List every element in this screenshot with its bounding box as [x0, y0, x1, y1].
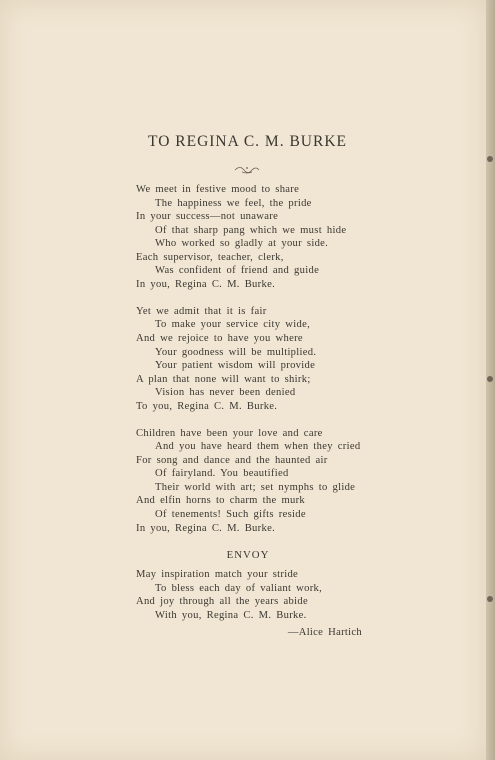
decorative-flourish-icon	[233, 163, 261, 175]
poem-line: Yet we admit that it is fair	[136, 305, 267, 317]
poem-line: We meet in festive mood to share	[136, 184, 300, 195]
poem-line: And joy through all the years abide	[136, 596, 308, 608]
poem-line: To bless each day of valiant work,	[155, 582, 323, 594]
poem-line: Their world with art; set nymphs to glide	[155, 481, 356, 493]
poem-line: To make your service city wide,	[155, 319, 311, 331]
envoy-heading: ENVOY	[226, 548, 270, 561]
poem-line: May inspiration match your stride	[136, 569, 299, 581]
poem-line: Of tenements! Such gifts reside	[155, 509, 306, 521]
author-signature: —Alice Hartich	[287, 627, 362, 639]
poem-line: For song and dance and the haunted air	[136, 454, 328, 466]
poem-line: With you, Regina C. M. Burke.	[155, 609, 307, 621]
poem-line: Of that sharp pang which we must hide	[155, 224, 347, 236]
binding-hole	[487, 156, 493, 162]
poem-line: In you, Regina C. M. Burke.	[136, 522, 276, 534]
stanza	[136, 427, 376, 535]
poem-line: Children have been your love and care	[136, 427, 323, 439]
stanza	[136, 305, 376, 413]
poem-line: And you have heard them when they cried	[155, 441, 361, 453]
poem-body	[136, 183, 376, 640]
poem-line: Was confident of friend and guide	[155, 265, 320, 277]
poem-title: TO REGINA C. M. BURKE	[148, 133, 347, 150]
poem-line: In your success—not unaware	[136, 211, 279, 223]
binding-hole	[487, 596, 493, 602]
envoy-stanza	[136, 568, 376, 622]
poem-line: A plan that none will want to shirk;	[136, 373, 311, 385]
poem-line: Vision has never been denied	[155, 387, 296, 399]
poem-line: To you, Regina C. M. Burke.	[136, 400, 278, 412]
poem-line: Each supervisor, teacher, clerk,	[136, 251, 284, 263]
poem-line: In you, Regina C. M. Burke.	[136, 278, 276, 290]
poem-line: Who worked so gladly at your side.	[155, 238, 329, 250]
stanza	[136, 183, 376, 291]
poem-line: And we rejoice to have you where	[136, 332, 303, 344]
poem-line: Your goodness will be multiplied.	[155, 346, 317, 358]
poem-line: And elfin horns to charm the murk	[136, 495, 306, 507]
binding-hole	[487, 376, 493, 382]
poem-line: The happiness we feel, the pride	[155, 197, 312, 209]
poem-line: Your patient wisdom will provide	[155, 360, 316, 372]
poem-line: Of fairyland. You beautified	[155, 468, 289, 480]
